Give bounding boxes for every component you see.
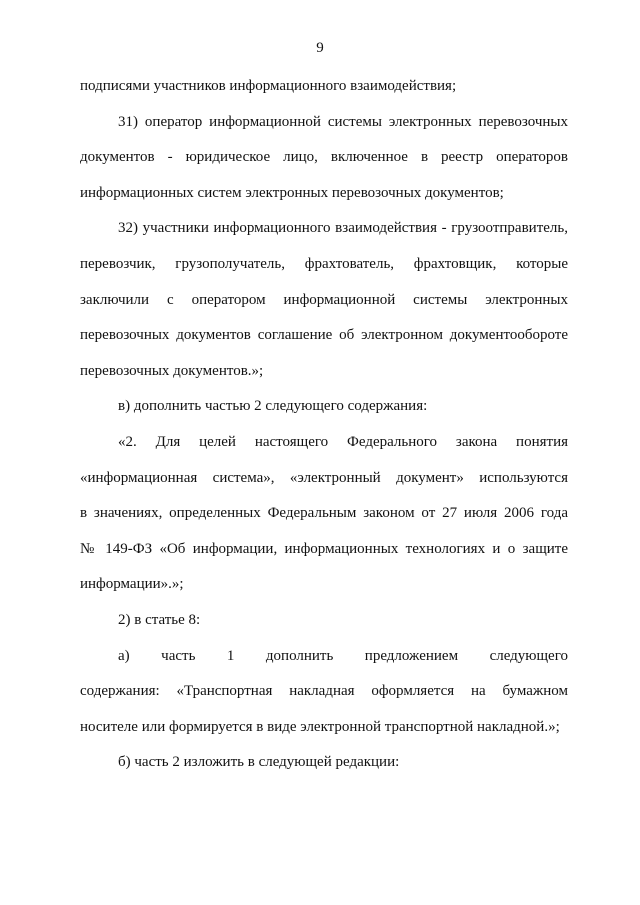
text-line: информации».»; [80, 576, 184, 593]
text-line: документов - юридическое лицо, включенное в реестр операторов [80, 149, 568, 166]
text-line: заключили с оператором информационной системы электронных [80, 291, 568, 308]
text-line: «информационная система», «электронный документ» используются [80, 469, 568, 486]
text-line: носителе или формируется в виде электронной транспортной накладной.»; [80, 718, 560, 735]
text-line: 31) оператор информационной системы электронных перевозочных [118, 113, 568, 130]
page-number: 9 [316, 40, 324, 56]
text-line: 32) участники информационного взаимодействия - грузоотправитель, [118, 220, 568, 237]
text-line: а) часть 1 дополнить предложением следующего [118, 647, 568, 664]
text-line: «2. Для целей настоящего Федерального закона понятия [118, 433, 568, 450]
text-line: перевозчик, грузополучатель, фрахтователь, фрахтовщик, которые [80, 255, 568, 272]
text-line: информационных систем электронных перевозочных документов; [80, 184, 504, 201]
text-line: 2) в статье 8: [118, 611, 201, 628]
document-body [80, 75, 568, 787]
text-line: перевозочных документов.»; [80, 362, 264, 379]
text-line: перевозочных документов соглашение об электронном документообороте [80, 327, 568, 344]
text-line: № 149-ФЗ «Об информации, информационных технологиях и о защите [80, 540, 568, 557]
text-line: в значениях, определенных Федеральным законом от 27 июля 2006 года [80, 505, 568, 522]
text-line: б) часть 2 изложить в следующей редакции: [118, 754, 400, 771]
text-line: в) дополнить частью 2 следующего содержания: [118, 398, 428, 415]
text-line: подписями участников информационного взаимодействия; [80, 78, 457, 94]
text-line: содержания: «Транспортная накладная оформляется на бумажном [80, 683, 568, 700]
